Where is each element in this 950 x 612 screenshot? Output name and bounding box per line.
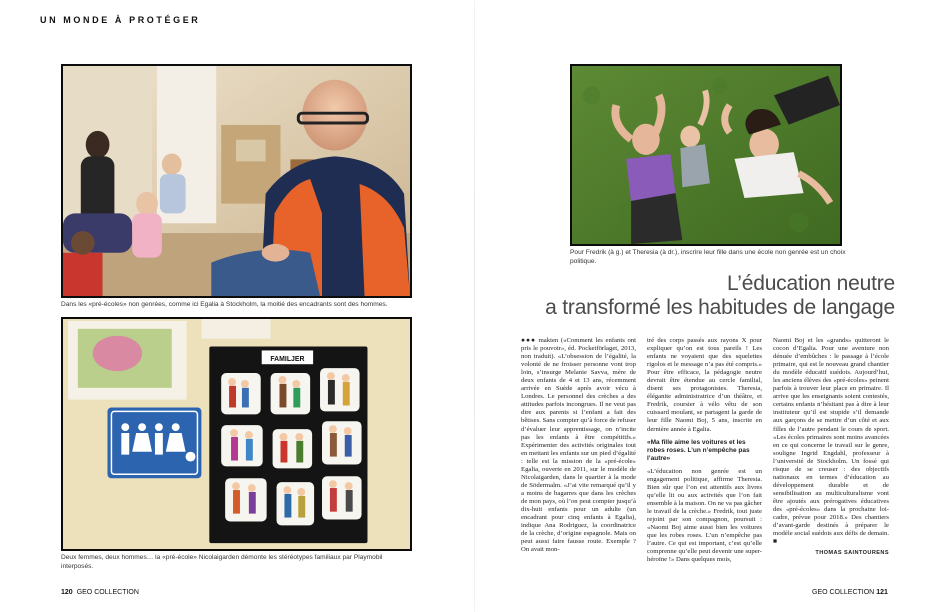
- article-col2b-text: «L’éducation non genrée est un engagement politique, affirme Theresia. Bien sûr que l’on est attentifs aux livres qu’elle lit ou aux activités que l’on fait ensemble à la maison. On ne va pas gâcher le travail de la crèche.» Fredrik, tout juste rejoint par son compagnon, poursuit : «Naomi Boj aime aussi bien les voitures que les robes roses. L’un n’empêche pas l’autre. Ce qui est important, c’est qu’elle comprenne qu’elle peut devenir une super-héroïne !» Dans quelques mois,: [647, 467, 762, 564]
- folio-left-label: GEO COLLECTION: [76, 589, 139, 596]
- page-gutter: [474, 0, 475, 612]
- folio-right-number: 121: [876, 589, 888, 596]
- article-col1-text: ●●● makten («Comment les enfants ont pris le pouvoir», éd. Pocketförlaget, 2013, non traduit). «L’obsession de l’égalité, la volonté de ne froisser personne vont trop loin, s’insurge Melanie Savva, mère de deux enfants de 4 et 13 ans, récemment arrivée en Suède après avoir vécu à Londres. Le personnel des crèches a des attitudes parfois incongrues. Il ne veut pas dire aux parents si l’enfant a fait des bêtises. Sans compter qu’à force de refuser d’évaluer leur apprentissage, on n’incite pas les enfants à être compétitifs.» Expérimenter des activités originales tout en mettant les enfants sur un pied d’égalité : telle est la mission de la «pré-école» Egalia, ouverte en 2011, sur le modèle de Nicolaigarden, dans le quartier à la mode de Södermalm. «J’ai vite remarqué qu’il y a moins de bagarres que dans les crèches de mon pays, où l’on peut compter jusqu’à dix-huit enfants pour un adulte (un encadrant pour cinq enfants à Egalia), indique Ana Rodriguez, la coordinatrice de la crèche, d’origine espagnole. Mais on peut aussi faire fausse route. Exemple ? On avait mon-: [521, 337, 636, 554]
- caption-photo2: Deux femmes, deux hommes… la «pré-école» Nicolaigarden démonte les stéréotypes familiaux par Playmobil interposés.: [61, 554, 383, 570]
- photo-family-grass: [570, 64, 842, 246]
- article-column-2: [647, 337, 762, 564]
- photo-preschool-teacher-image: [63, 66, 410, 296]
- article-headline: [520, 272, 895, 320]
- article-col3-text: Naomi Boj et les «grands» quitteront le cocon d’Egalia. Pour une aventure non dénuée d’embûches : le passage à l’école primaire, qui est le nouveau grand chantier du modèle éducatif suédois. Aujourd’hui, les anciens élèves des «pré-écoles» peinent parfois à trouver leur place en primaire. Il arrive que les enseignants soient contestés, certains enfants n’hésitant pas à dire à leur instituteur qu’il est stupide s’il demande aux garçons de se mettre d’un côté et aux filles de l’autre pendant le cours de sport. «Les écoles primaires sont moins avancées en ce qui concerne le travail sur le genre, souligne Ingrid Engdahl, professeur à l’université de Stockholm. Un fossé qui risque de se creuser : des objectifs nationaux en termes d’éducation au développement durable et de sensibilisation au multiculturalisme vont être ajoutés aux prérogatives éducatives des «pré-écoles» dans la prochaine loi-cadre, prévue pour 2018.» Des chantiers d’avant-garde destinés à préparer le modèle social suédois aux défis de demain. ■: [773, 337, 889, 546]
- folio-left: [61, 589, 139, 596]
- photo-playmobil-poster: [61, 317, 412, 551]
- poster-label: FAMILJER: [270, 355, 305, 363]
- folio-right-label: GEO COLLECTION: [812, 589, 875, 596]
- article-column-3: [773, 337, 889, 557]
- folio-right: [812, 589, 888, 596]
- folio-left-number: 120: [61, 589, 73, 596]
- article-column-1: [521, 337, 636, 554]
- author-credit: THOMAS SAINTOURENS: [815, 550, 889, 557]
- headline-line2: a transformé les habitudes de langage: [545, 296, 895, 319]
- caption-photo3: Pour Fredrik (à g.) et Theresia (à dr.), inscrire leur fille dans une école non genrée est un choix politique.: [570, 249, 846, 265]
- headline-line1: L’éducation neutre: [726, 272, 895, 295]
- photo-preschool-teacher: [61, 64, 412, 298]
- pull-quote: «Ma fille aime les voitures et les robes roses. L’un n’empêche pas l’autre»: [647, 438, 750, 462]
- caption-photo1: Dans les «pré-écoles» non genrées, comme ici Egalia à Stockholm, la moitié des encadrants sont des hommes.: [61, 301, 388, 308]
- article-col2a-text: tré des corps passés aux rayons X pour expliquer qu’on est tous pareils ! Les enfants ne voyaient que des squelettes rigolos et le message n’a pas été compris.» Pour être efficace, la pédagogie neutre devrait être étendue au cercle familial, disent ses protagonistes. Theresia, éléganite administratrice d’un théâtre, et Fredrik, coursier à vélo vêtu de son cuissard moulant, se partagent la garde de leur fille Naomi Boj, 5 ans, inscrite en dernière année à Egalia.: [647, 337, 762, 433]
- photo-family-grass-image: [572, 66, 840, 244]
- photo-playmobil-poster-image: [63, 319, 410, 549]
- section-label: UN MONDE À PROTÉGER: [40, 15, 201, 25]
